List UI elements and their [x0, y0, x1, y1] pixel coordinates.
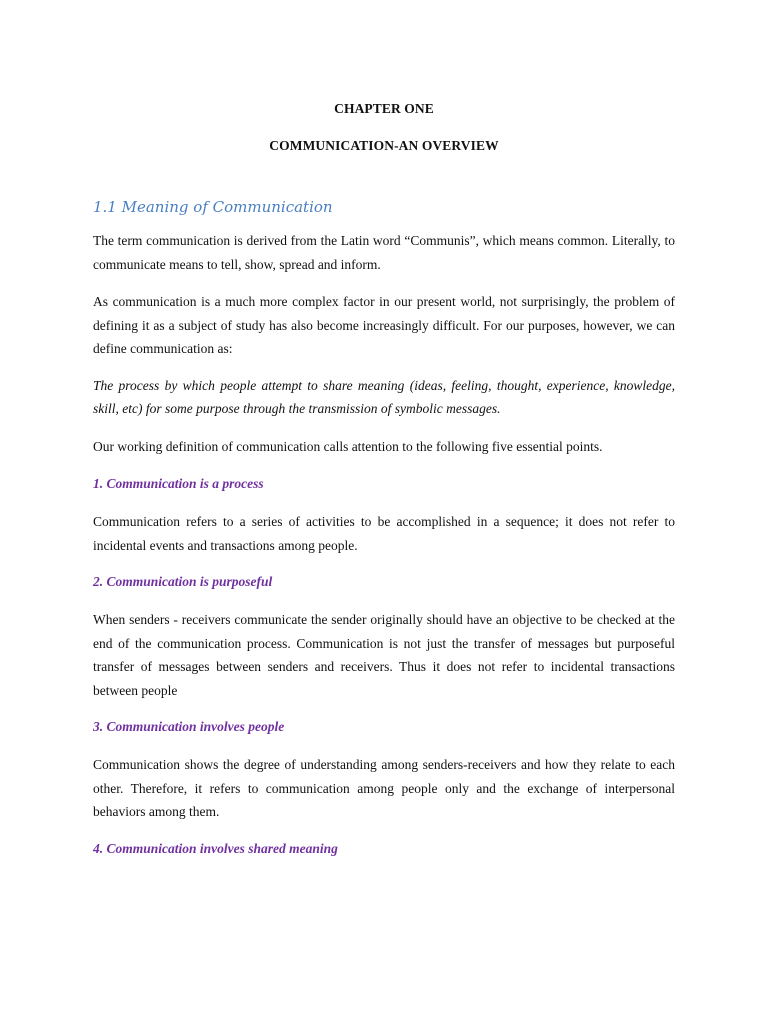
point-body-people: Communication shows the degree of understanding among senders-receivers and how they relate to each other. Therefore, it refers to communication among people only and the exchange of interpersonal behaviors among them.	[93, 757, 675, 819]
point-body-process: Communication refers to a series of activities to be accomplished in a sequence; it does not refer to incidental events and transactions among people.	[93, 514, 675, 553]
paragraph-complexity: As communication is a much more complex factor in our present world, not surprisingly, the problem of defining it as a subject of study has also become increasingly difficult. For our purposes, however, we can define communication as:	[93, 294, 675, 356]
point-heading-purposeful: 2. Communication is purposeful	[93, 574, 273, 589]
point-heading-process: 1. Communication is a process	[93, 476, 264, 491]
point-body-purposeful: When senders - receivers communicate the sender originally should have an objective to be checked at the end of the communication process. Communication is not just the transfer of messages but purposeful transfer of messages between senders and receivers. Thus it does not refer to incidental transactions between people	[93, 612, 675, 698]
point-heading-people: 3. Communication involves people	[93, 719, 285, 734]
chapter-title: CHAPTER ONE	[334, 101, 434, 116]
point-heading-shared-meaning: 4. Communication involves shared meaning	[93, 841, 338, 856]
paragraph-working-definition: Our working definition of communication calls attention to the following five essential points.	[93, 439, 603, 454]
chapter-subtitle: COMMUNICATION-AN OVERVIEW	[269, 138, 499, 153]
paragraph-origin: The term communication is derived from the Latin word “Communis”, which means common. Literally, to communicate means to tell, show, spread and inform.	[93, 233, 675, 272]
definition-quote: The process by which people attempt to share meaning (ideas, feeling, thought, experience, knowledge, skill, etc) for some purpose through the transmission of symbolic messages.	[93, 378, 675, 416]
section-heading: 1.1 Meaning of Communication	[93, 198, 333, 216]
